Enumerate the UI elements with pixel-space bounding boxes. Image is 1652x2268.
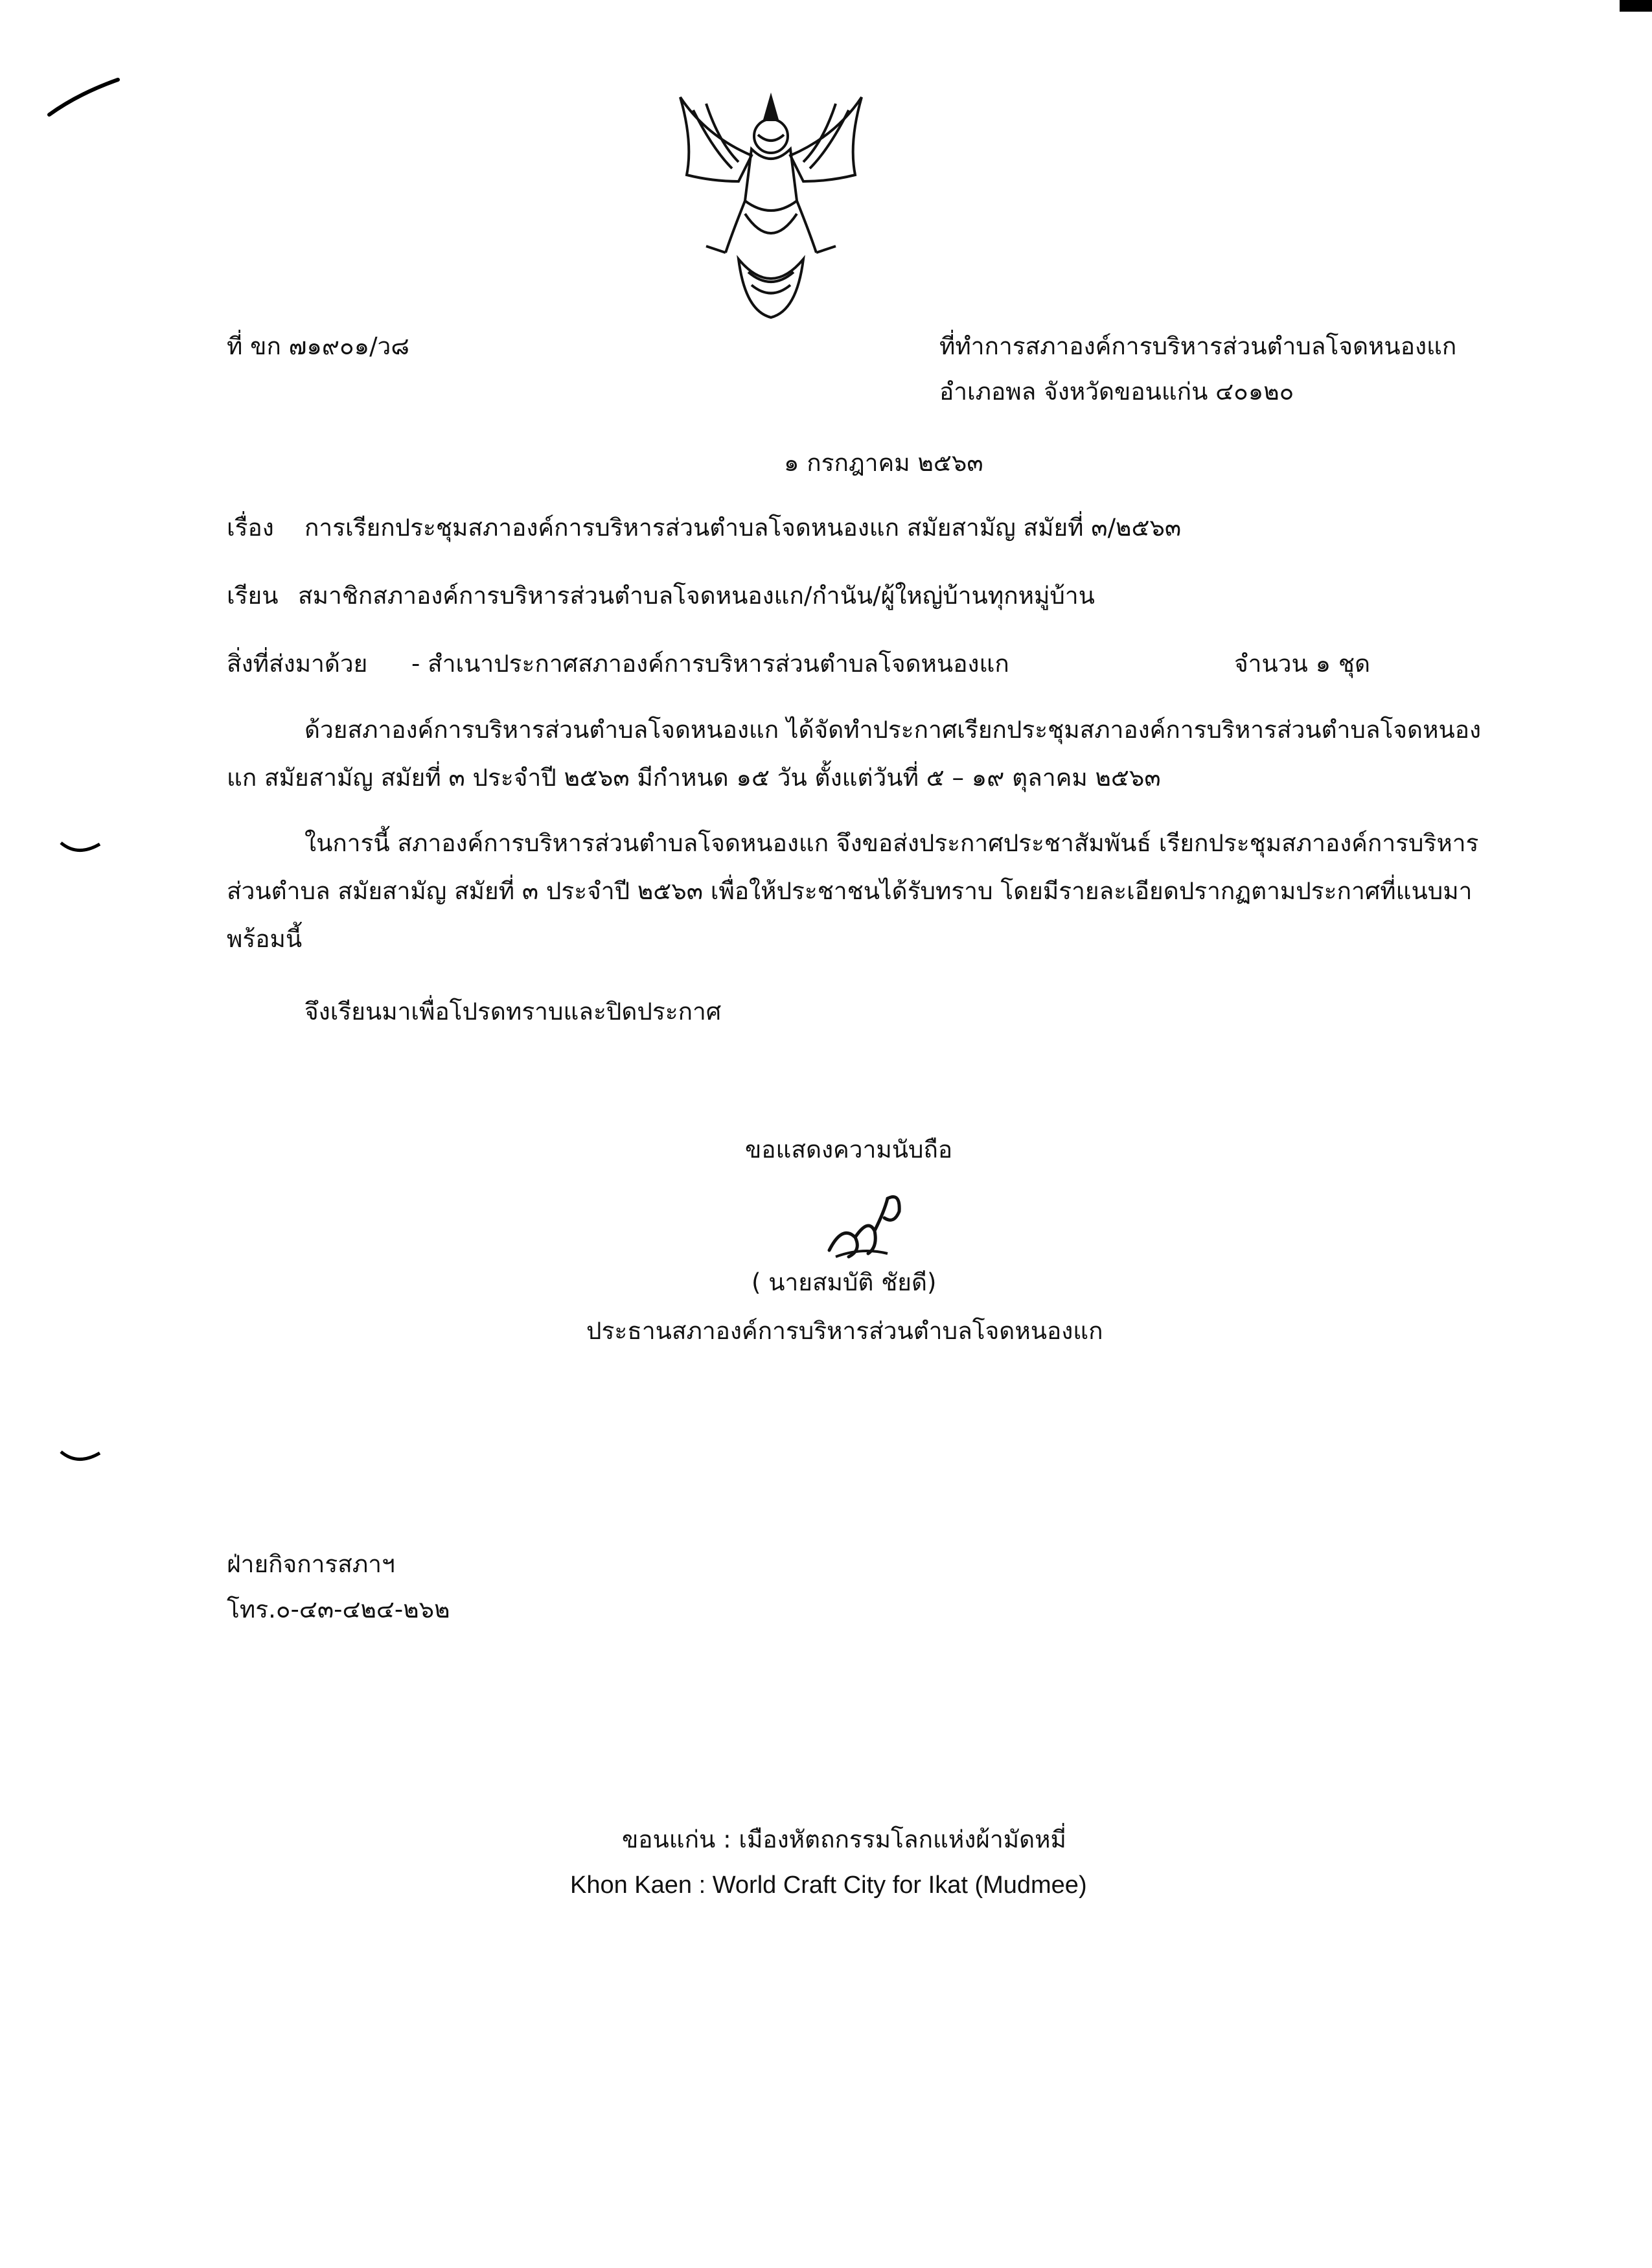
scan-mark-top <box>45 74 123 120</box>
body-paragraph-3 <box>227 988 1490 1036</box>
subject-text: การเรียกประชุมสภาองค์การบริหารส่วนตำบลโจดหนองแก สมัยสามัญ สมัยที่ ๓/๒๕๖๓ <box>304 514 1182 542</box>
handwritten-signature <box>823 1192 907 1270</box>
recipient-label: เรียน <box>227 582 279 610</box>
reference-number: ที่ ขก ๗๑๙๐๑/ว๘ <box>227 332 409 360</box>
footer-slogan-english: Khon Kaen : World Craft City for Ikat (Mudmee) <box>570 1872 1087 1899</box>
subject-label: เรื่อง <box>227 514 274 542</box>
office-address-line1: ที่ทำการสภาองค์การบริหารส่วนตำบลโจดหนองแก <box>939 332 1457 360</box>
hole-punch-mark-upper <box>58 839 104 858</box>
signatory-name: ( นายสมบัติ ชัยดี) <box>751 1268 937 1296</box>
footer-slogan-thai: ขอนแก่น : เมืองหัตถกรรมโลกแห่งผ้ามัดหมี่ <box>622 1826 1066 1853</box>
garuda-emblem <box>667 84 875 324</box>
enclosure-label: สิ่งที่ส่งมาด้วย <box>227 650 368 678</box>
body-paragraph-1-text: ด้วยสภาองค์การบริหารส่วนตำบลโจดหนองแก ได้จัดทำประกาศเรียกประชุมสภาองค์การบริหารส่วนตำบลโจดหนองแก สมัยสามัญ สมัยที่ ๓ ประจำปี ๒๕๖๓ มีกำหนด ๑๕ วัน ตั้งแต่วันที่ ๕ – ๑๙ ตุลาคม ๒๕๖๓ <box>227 716 1482 792</box>
scan-mark-top-right <box>1620 0 1652 12</box>
recipient-text: สมาชิกสภาองค์การบริหารส่วนตำบลโจดหนองแก/กำนัน/ผู้ใหญ่บ้านทุกหมู่บ้าน <box>298 582 1095 610</box>
body-paragraph-1 <box>227 706 1490 802</box>
enclosure-quantity: จำนวน ๑ ชุด <box>1234 650 1370 678</box>
body-paragraph-2 <box>227 819 1490 963</box>
letter-date: ๑ กรกฎาคม ๒๕๖๓ <box>784 449 983 477</box>
contact-phone: โทร.๐-๔๓-๔๒๔-๒๖๒ <box>227 1596 450 1623</box>
enclosure-text: - สำเนาประกาศสภาองค์การบริหารส่วนตำบลโจดหนองแก <box>411 650 1009 678</box>
body-paragraph-3-text: จึงเรียนมาเพื่อโปรดทราบและปิดประกาศ <box>304 998 722 1025</box>
department-name: ฝ่ายกิจการสภาฯ <box>227 1550 395 1578</box>
body-paragraph-2-text: ในการนี้ สภาองค์การบริหารส่วนตำบลโจดหนองแก จึงขอส่งประกาศประชาสัมพันธ์ เรียกประชุมสภาองค์การบริหารส่วนตำบล สมัยสามัญ สมัยที่ ๓ ประจำปี ๒๕๖๓ เพื่อให้ประชาชนได้รับทราบ โดยมีรายละเอียดปรากฏตามประกาศที่แนบมาพร้อมนี้ <box>227 829 1479 953</box>
signatory-position: ประธานสภาองค์การบริหารส่วนตำบลโจดหนองแก <box>586 1317 1103 1345</box>
hole-punch-mark-lower <box>58 1448 104 1467</box>
closing-regards: ขอแสดงความนับถือ <box>745 1136 953 1163</box>
office-address-line2: อำเภอพล จังหวัดขอนแก่น ๔๐๑๒๐ <box>939 378 1294 406</box>
